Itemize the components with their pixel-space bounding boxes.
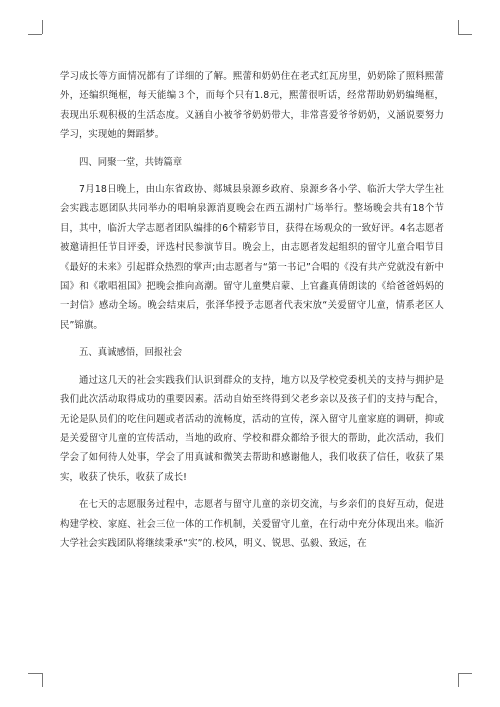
section-heading-4: 四、同聚一堂，共铸篇章 bbox=[79, 156, 183, 168]
paragraph-intro: 学习成长等方面情况都有了详细的了解。熙蕾和奶奶住在老式红瓦房里，奶奶除了照料熙蕾外，还编织绳框，每天能编３个，而每个只有1.8元，熙蕾很听话，经常帮助奶奶编绳框，表现出乐观积极的生活态度。义涵自小被爷爷奶奶带大，非常喜爱爷爷奶奶，义涵说要努力学习，实现她的舞蹈梦。 bbox=[60, 71, 444, 141]
paragraph-section-4: 7月18日晚上，由山东省政协、郯城县泉源乡政府、泉源乡各小学、临沂大学大学生社会实践志愿团队共同举办的唱响泉源消夏晚会在西五湖村广场举行。整场晚会共有18个节目，其中，临沂大学志愿者团队编排的6个精彩节目，获得在场观众的一致好评。4名志愿者被邀请担任节目评委，评选村民参演节目。晚会上，由志愿者发起组织的留守儿童合唱节目《最好的未来》引起群众热烈的掌声;由志愿者与“第一书记”合唱的《没有共产党就没有新中国》和《歌唱祖国》把晚会推向高潮。留守儿童樊启蒙、上官鑫真倩朗读的《给爸爸妈妈的一封信》感动全场。晚会结束后，张泽华授予志愿者代表宋放“关爱留守儿童，情系老区人民”锦旗。 bbox=[60, 184, 444, 331]
paragraph-section-5a: 通过这几天的社会实践我们认识到群众的支持，地方以及学校党委机关的支持与拥护是我们此次活动取得成功的重要因素。活动自始至终得到父老乡亲以及孩子们的支持与配合，无论是队员们的吃住问题或者活动的流畅度，活动的宣传，深入留守儿童家庭的调研，抑或是关爱留守儿童的宣传活动，当地的政府、学校和群众都给予很大的帮助，此次活动，我们学会了如何待人处事，学会了用真诚和微笑去帮助和感谢他人，我们收获了信任，收获了果实，收获了快乐，收获了成长! bbox=[60, 374, 444, 483]
paragraph-section-5b: 在七天的志愿服务过程中，志愿者与留守儿童的亲切交流，与乡亲们的良好互动，促进构建学校、家庭、社会三位一体的工作机制，关爱留守儿童，在行动中充分体现出来。临沂大学社会实践团队将继续秉承“实”的.校风，明义、锐思、弘毅、致远，在 bbox=[60, 499, 444, 549]
section-heading-5: 五、真诚感悟，回报社会 bbox=[79, 347, 183, 359]
document-body bbox=[60, 67, 444, 553]
